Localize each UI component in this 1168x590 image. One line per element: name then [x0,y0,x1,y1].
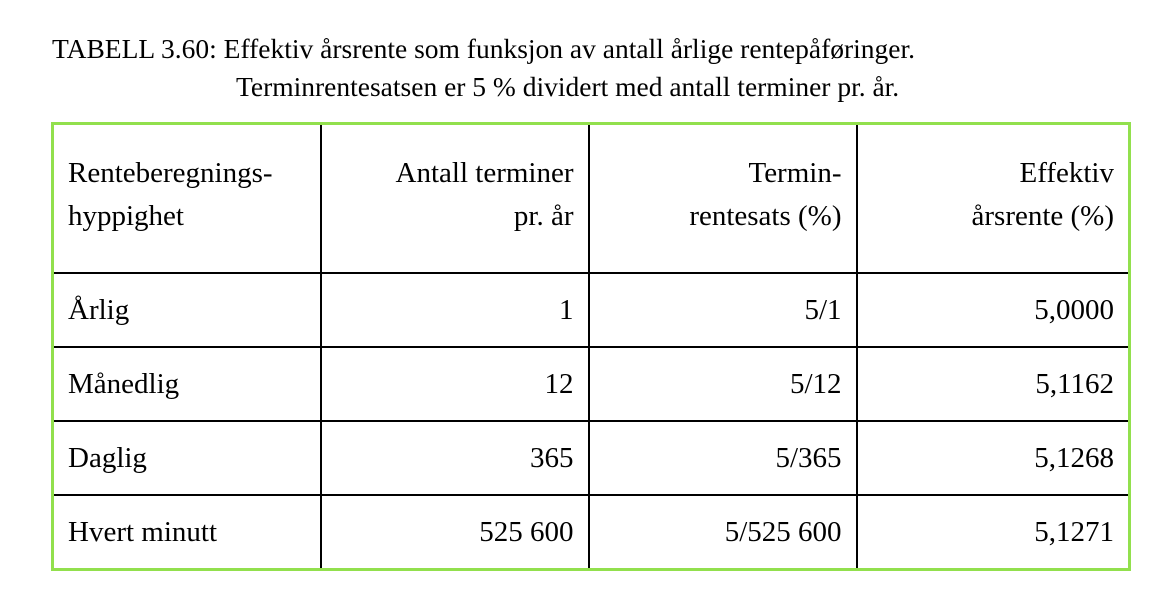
header-frequency: Renteberegnings- hyppighet [53,124,321,273]
cell-period-rate: 5/525 600 [589,495,857,570]
cell-periods: 1 [321,273,589,347]
table-row [53,347,1130,421]
header-row [53,124,1130,273]
caption-line-1: TABELL 3.60: Effektiv årsrente som funksjon av antall årlige rentepåføringer. [52,33,916,64]
table-row [53,273,1130,347]
cell-effective-rate: 5,1268 [857,421,1130,495]
header-effective-rate: Effektiv årsrente (%) [857,124,1130,273]
caption-line-2: Terminrentesatsen er 5 % dividert med antall terminer pr. år. [236,71,900,102]
cell-periods: 365 [321,421,589,495]
table-row [53,421,1130,495]
cell-effective-rate: 5,1271 [1034,516,1114,548]
cell-frequency: Hvert minutt [53,495,321,570]
cell-frequency: Daglig [53,421,321,495]
cell-period-rate: 5/365 [589,421,857,495]
table-caption [52,30,915,106]
cell-frequency: Årlig [53,273,321,347]
header-period-rate: Termin- rentesats (%) [589,124,857,273]
cell-periods: 12 [321,347,589,421]
cell-period-rate: 5/12 [589,347,857,421]
cell-period-rate: 5/1 [589,273,857,347]
cell-periods: 525 600 [321,495,589,570]
header-periods-per-year: Antall terminer pr. år [321,124,589,273]
interest-rate-table [51,122,1131,571]
cell-effective-rate: 5,0000 [857,273,1130,347]
table-row [53,495,1130,570]
cell-frequency: Månedlig [53,347,321,421]
cell-effective-rate: 5,1162 [857,347,1130,421]
